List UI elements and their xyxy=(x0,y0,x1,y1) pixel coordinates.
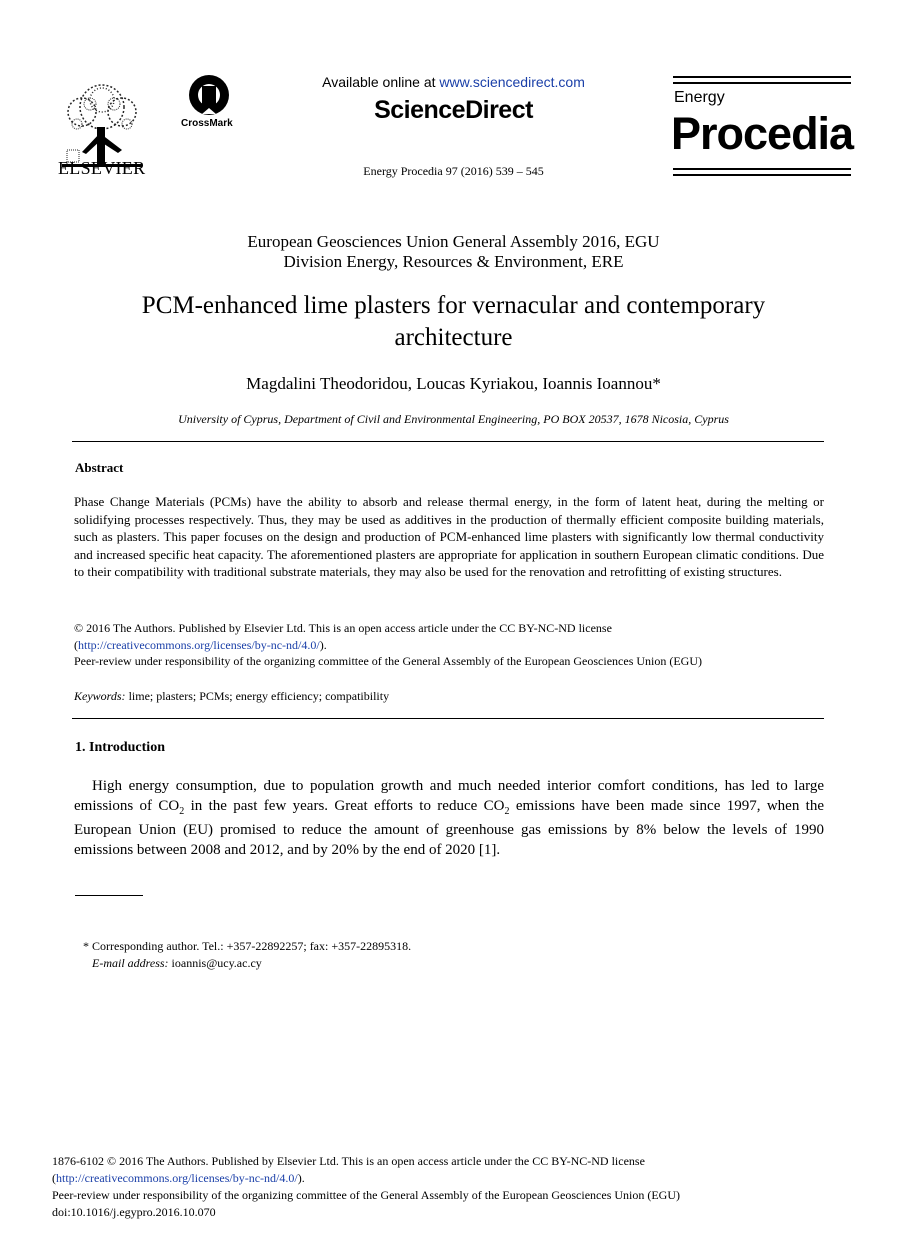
intro-part-2: in the past few years. Great efforts to reduce CO xyxy=(184,797,505,814)
publisher-name: ELSEVIER xyxy=(58,158,146,178)
brand-bar-bottom-2 xyxy=(673,174,851,176)
paren-open: ( xyxy=(52,1171,56,1185)
section-heading-introduction: 1. Introduction xyxy=(75,740,165,755)
crossmark-label: CrossMark xyxy=(181,118,233,129)
keywords xyxy=(74,689,389,704)
issn-license: 1876-6102 © 2016 The Authors. Published by Elsevier Ltd. This is an open access article under the CC BY-NC-ND license xyxy=(52,1154,645,1168)
divider-bottom xyxy=(72,718,824,719)
bottom-peer-review: Peer-review under responsibility of the organizing committee of the General Assembly of the European Geosciences Union (EGU) xyxy=(52,1188,681,1202)
paren-close: ). xyxy=(319,637,327,652)
doi[interactable]: doi:10.1016/j.egypro.2016.10.070 xyxy=(52,1205,216,1219)
paren-close: ). xyxy=(297,1171,305,1185)
co2-subscript-2: 2 xyxy=(504,805,510,817)
license-line: © 2016 The Authors. Published by Elsevier Ltd. This is an open access article under the CC BY-NC-ND license xyxy=(74,621,612,635)
affiliation: University of Cyprus, Department of Civil and Environmental Engineering, PO BOX 20537, 1678 Nicosia, Cyprus xyxy=(178,412,729,426)
email-label: E-mail address: xyxy=(92,956,169,970)
abstract-text: Phase Change Materials (PCMs) have the ability to absorb and release thermal energy, in the form of latent heat, during the melting or solidifying processes respectively. Thus, they may be used as additives in the production of thermally efficient composite building materials, such as plasters. This paper focuses on the design and production of PCM-enhanced lime plasters with significantly low thermal conductivity and increased specific heat capacity. The aforementioned plasters are appropriate for application in southern European climatic conditions. Due to their compatibility with traditional substrate materials, they may also be used for the renovation and retrofitting of existing structures. xyxy=(74,494,824,580)
keywords-values: lime; plasters; PCMs; energy efficiency; compatibility xyxy=(125,689,390,703)
article-title xyxy=(60,290,847,354)
conference-line-1: European Geosciences Union General Assembly 2016, EGU xyxy=(247,232,660,251)
license-link-line xyxy=(74,637,824,654)
intro-part-3: emissions have been made since 1997, when the European Union (EU) promised to reduce the amount of greenhouse gas emissions by 8% below the levels of 1990 emissions between 2008 and 2012, and by 20% by the end of 2020 [1]. xyxy=(74,797,824,858)
brand-bar-top-1 xyxy=(673,76,851,78)
authors: Magdalini Theodoridou, Loucas Kyriakou, Ioannis Ioannou* xyxy=(246,374,661,393)
conference-info xyxy=(0,232,907,272)
journal-reference: Energy Procedia 97 (2016) 539 – 545 xyxy=(363,164,544,178)
keywords-label: Keywords: xyxy=(74,689,126,703)
journal-brand-large: Procedia xyxy=(671,108,854,159)
email-line xyxy=(83,955,411,972)
platform-name: ScienceDirect xyxy=(374,96,533,124)
available-prefix: Available online at xyxy=(322,74,440,90)
license-block xyxy=(74,620,824,670)
license-link[interactable]: http://creativecommons.org/licenses/by-nc-nd/4.0/ xyxy=(78,637,320,652)
introduction-paragraph xyxy=(74,777,824,860)
journal-brand-small: Energy xyxy=(674,89,725,106)
bottom-license-link[interactable]: http://creativecommons.org/licenses/by-nc-nd/4.0/ xyxy=(56,1171,298,1185)
intro-part-1: High energy consumption, due to population growth and much needed interior comfort conditions, has led to large emissions of CO xyxy=(74,778,824,814)
peer-review: Peer-review under responsibility of the organizing committee of the General Assembly of the European Geosciences Union (EGU) xyxy=(74,654,703,668)
paren-open: ( xyxy=(74,637,78,652)
title-line-2: architecture xyxy=(394,324,513,351)
footnote xyxy=(83,938,411,972)
brand-bar-bottom-1 xyxy=(673,168,851,170)
email-address[interactable]: ioannis@ucy.ac.cy xyxy=(168,956,262,970)
sciencedirect-link[interactable]: www.sciencedirect.com xyxy=(439,74,585,90)
corresponding-author: * Corresponding author. Tel.: +357-22892257; fax: +357-22895318. xyxy=(83,939,412,953)
co2-subscript-1: 2 xyxy=(179,805,185,817)
conference-line-2: Division Energy, Resources & Environment, ERE xyxy=(283,252,624,271)
divider-top xyxy=(72,441,824,442)
abstract-heading: Abstract xyxy=(75,460,124,475)
title-line-1: PCM-enhanced lime plasters for vernacular and contemporary xyxy=(141,292,766,319)
brand-bar-top-2 xyxy=(673,82,851,84)
footnote-rule xyxy=(75,895,143,896)
bottom-info xyxy=(52,1153,680,1221)
bottom-link-line xyxy=(52,1170,680,1187)
